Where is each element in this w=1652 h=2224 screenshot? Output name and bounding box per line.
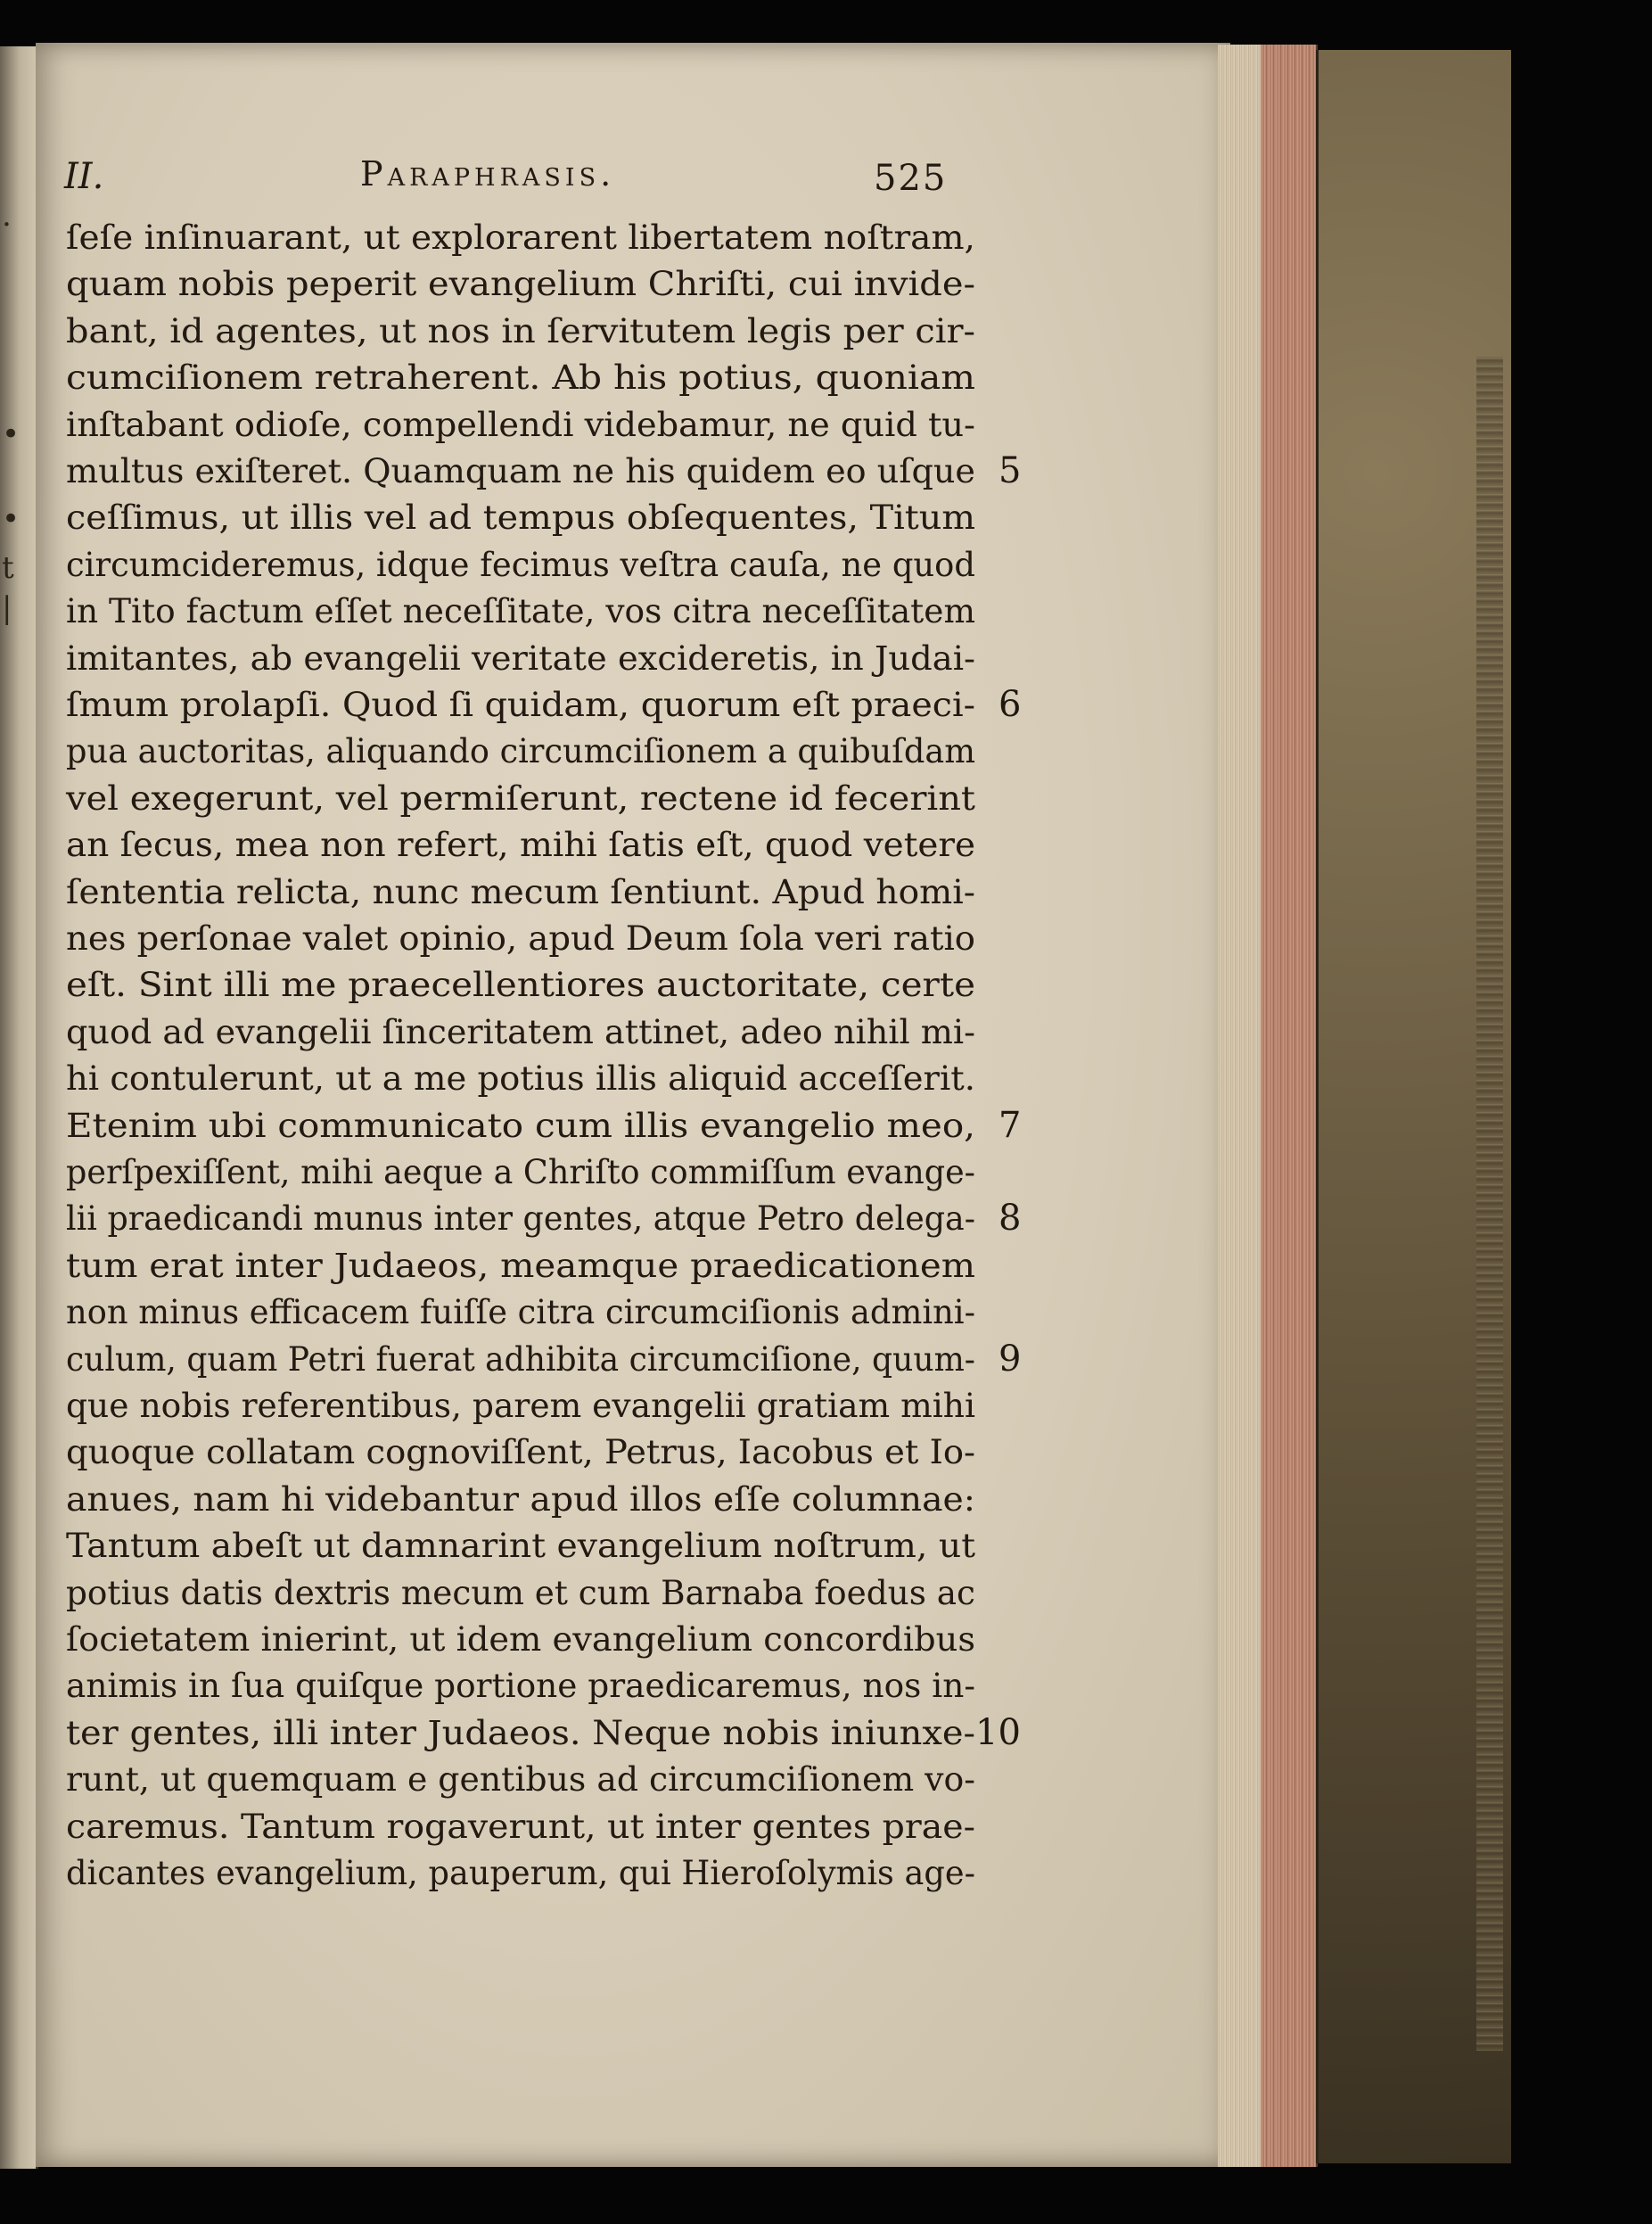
text-line: dicantes evangelium, pauperum, qui Hieroſolymis age- — [66, 1854, 975, 1892]
running-head-title: Paraphrasis. — [360, 154, 616, 194]
text-line: eſt. Sint illi me praecellentiores auctoritate, certe — [66, 966, 975, 1005]
text-line: Tantum abeſt ut damnarint evangelium noſtrum, ut — [66, 1527, 975, 1566]
previous-leaf-glyph: | — [2, 590, 12, 626]
previous-leaf-glyph: • — [2, 501, 21, 537]
text-line: quoque collatam cognoviſſent, Petrus, Iacobus et Io- — [66, 1433, 975, 1472]
text-line: ſententia relicta, nunc mecum ſentiunt. Apud homi- — [66, 872, 975, 911]
verse-number: 8 — [999, 1198, 1022, 1240]
text-line: animis in ſua quiſque portione praedicaremus, nos in- — [66, 1667, 975, 1706]
text-line: multus exiſteret. Quamquam ne his quidem eo uſque — [66, 452, 975, 490]
verse-number: 5 — [999, 450, 1022, 491]
page-number: 525 — [874, 158, 948, 199]
text-line: in Tito factum eſſet neceſſitate, vos citra neceſſitatem — [66, 592, 975, 631]
verse-number: 7 — [999, 1104, 1022, 1146]
text-line: ſmum prolapſi. Quod ſi quidam, quorum eſt praeci- — [66, 686, 975, 724]
text-line: vel exegerunt, vel permiſerunt, rectene id fecerint — [66, 778, 975, 818]
text-line: lii praedicandi munus inter gentes, atque Petro delega- — [66, 1199, 975, 1239]
text-line: quod ad evangelii ſinceritatem attinet, adeo nihil mi- — [66, 1012, 975, 1051]
previous-leaf-edge — [0, 46, 38, 2169]
running-head-chapter: II. — [64, 156, 104, 197]
text-line: inſtabant odioſe, compellendi videbamur, ne quid tu- — [66, 405, 975, 444]
text-line: nes perſonae valet opinio, apud Deum ſola veri ratio — [66, 919, 975, 958]
text-line: runt, ut quemquam e gentibus ad circumciſionem vo- — [66, 1760, 975, 1800]
text-line: culum, quam Petri fuerat adhibita circumciſione, quum- — [66, 1339, 975, 1379]
text-line: tum erat inter Judaeos, meamque praedicationem — [66, 1246, 975, 1285]
text-line: cumciſionem retraherent. Ab his potius, quoniam — [66, 358, 975, 398]
text-line: potius datis dextris mecum et cum Barnaba foedus ac — [66, 1573, 975, 1612]
previous-leaf-glyph: . — [2, 198, 12, 234]
text-line: ſeſe inſinuarant, ut explorarent libertatem noſtram, — [66, 218, 975, 257]
text-line: bant, id agentes, ut nos in ſervitutem legis per cir- — [66, 311, 975, 350]
verse-number: 9 — [999, 1338, 1022, 1380]
text-line: perſpexiſſent, mihi aeque a Chriſto commiſſum evange- — [66, 1153, 975, 1191]
text-line: Etenim ubi communicato cum illis evangelio meo, — [66, 1106, 975, 1145]
text-line: caremus. Tantum rogaverunt, ut inter gentes prae- — [66, 1807, 975, 1846]
verse-number: 6 — [999, 684, 1022, 725]
text-line: anues, nam hi videbantur apud illos eſſe columnae: — [66, 1479, 975, 1519]
text-line: que nobis referentibus, parem evangelii gratiam mihi — [66, 1387, 975, 1425]
text-line: an ſecus, mea non refert, mihi ſatis eſt, quod vetere — [66, 826, 975, 865]
text-line: hi contulerunt, ut a me potius illis aliquid acceſſerit. — [66, 1059, 975, 1099]
text-line: quam nobis peperit evangelium Chriſti, cui invide- — [66, 265, 975, 304]
text-line: non minus efficacem fuiſſe citra circumciſionis admini- — [66, 1293, 975, 1332]
text-line: imitantes, ab evangelii veritate excideretis, in Judai- — [66, 638, 975, 678]
text-line: circumcideremus, idque fecimus veſtra cauſa, ne quod — [66, 545, 975, 584]
verse-number: 10 — [975, 1711, 1021, 1753]
text-line: ter gentes, illi inter Judaeos. Neque nobis iniunxe- — [66, 1713, 975, 1752]
previous-leaf-glyph: t — [2, 550, 14, 586]
previous-leaf-glyph: • — [2, 416, 21, 452]
text-line: ceſſimus, ut illis vel ad tempus obſequentes, Titum — [66, 498, 975, 538]
text-line: ſocietatem inierint, ut idem evangelium concordibus — [66, 1620, 975, 1659]
text-line: pua auctoritas, aliquando circumciſionem a quibuſdam — [66, 732, 975, 771]
cover-board-texture — [1476, 357, 1503, 2051]
book-fore-edge-inner — [1218, 45, 1261, 2167]
